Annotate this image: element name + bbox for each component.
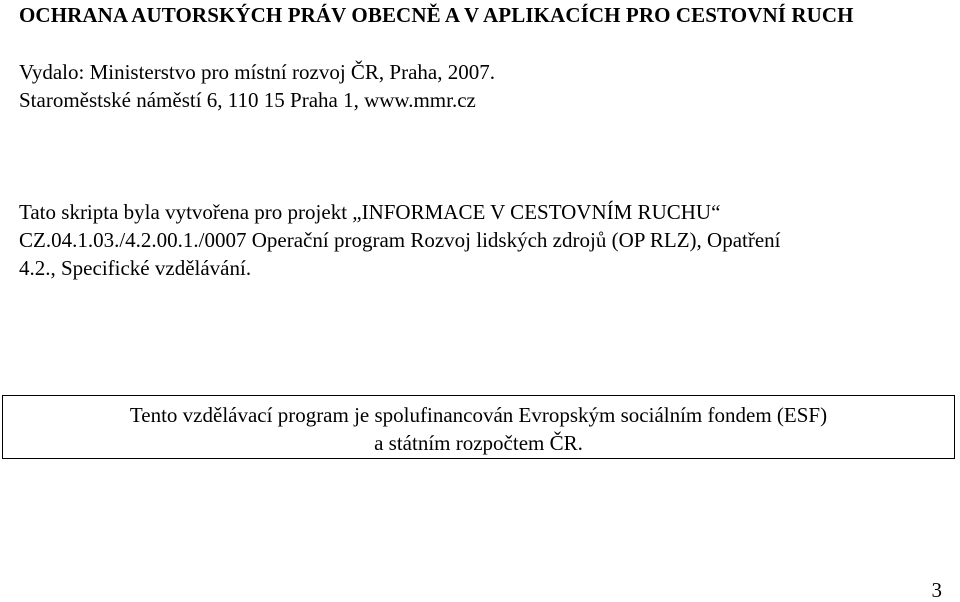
project-line: Tato skripta byla vytvořena pro projekt „INFORMACE V CESTOVNÍM RUCHU“ bbox=[19, 200, 721, 224]
publisher-line: Vydalo: Ministerstvo pro místní rozvoj ČR, Praha, 2007. bbox=[19, 60, 495, 84]
publisher-info bbox=[19, 58, 495, 114]
project-info bbox=[19, 198, 944, 282]
esf-funding-notice bbox=[2, 395, 955, 459]
esf-notice-line: a státním rozpočtem ČR. bbox=[374, 431, 583, 455]
project-line: CZ.04.1.03./4.2.00.1./0007 Operační program Rozvoj lidských zdrojů (OP RLZ), Opatření bbox=[19, 228, 781, 252]
page-number: 3 bbox=[931, 578, 942, 602]
publisher-address-line: Staroměstské náměstí 6, 110 15 Praha 1, www.mmr.cz bbox=[19, 88, 476, 112]
project-line: 4.2., Specifické vzdělávání. bbox=[19, 256, 252, 280]
document-title: OCHRANA AUTORSKÝCH PRÁV OBECNĚ A V APLIKACÍCH PRO CESTOVNÍ RUCH bbox=[19, 3, 854, 27]
esf-notice-line: Tento vzdělávací program je spolufinancován Evropským sociálním fondem (ESF) bbox=[129, 403, 828, 427]
